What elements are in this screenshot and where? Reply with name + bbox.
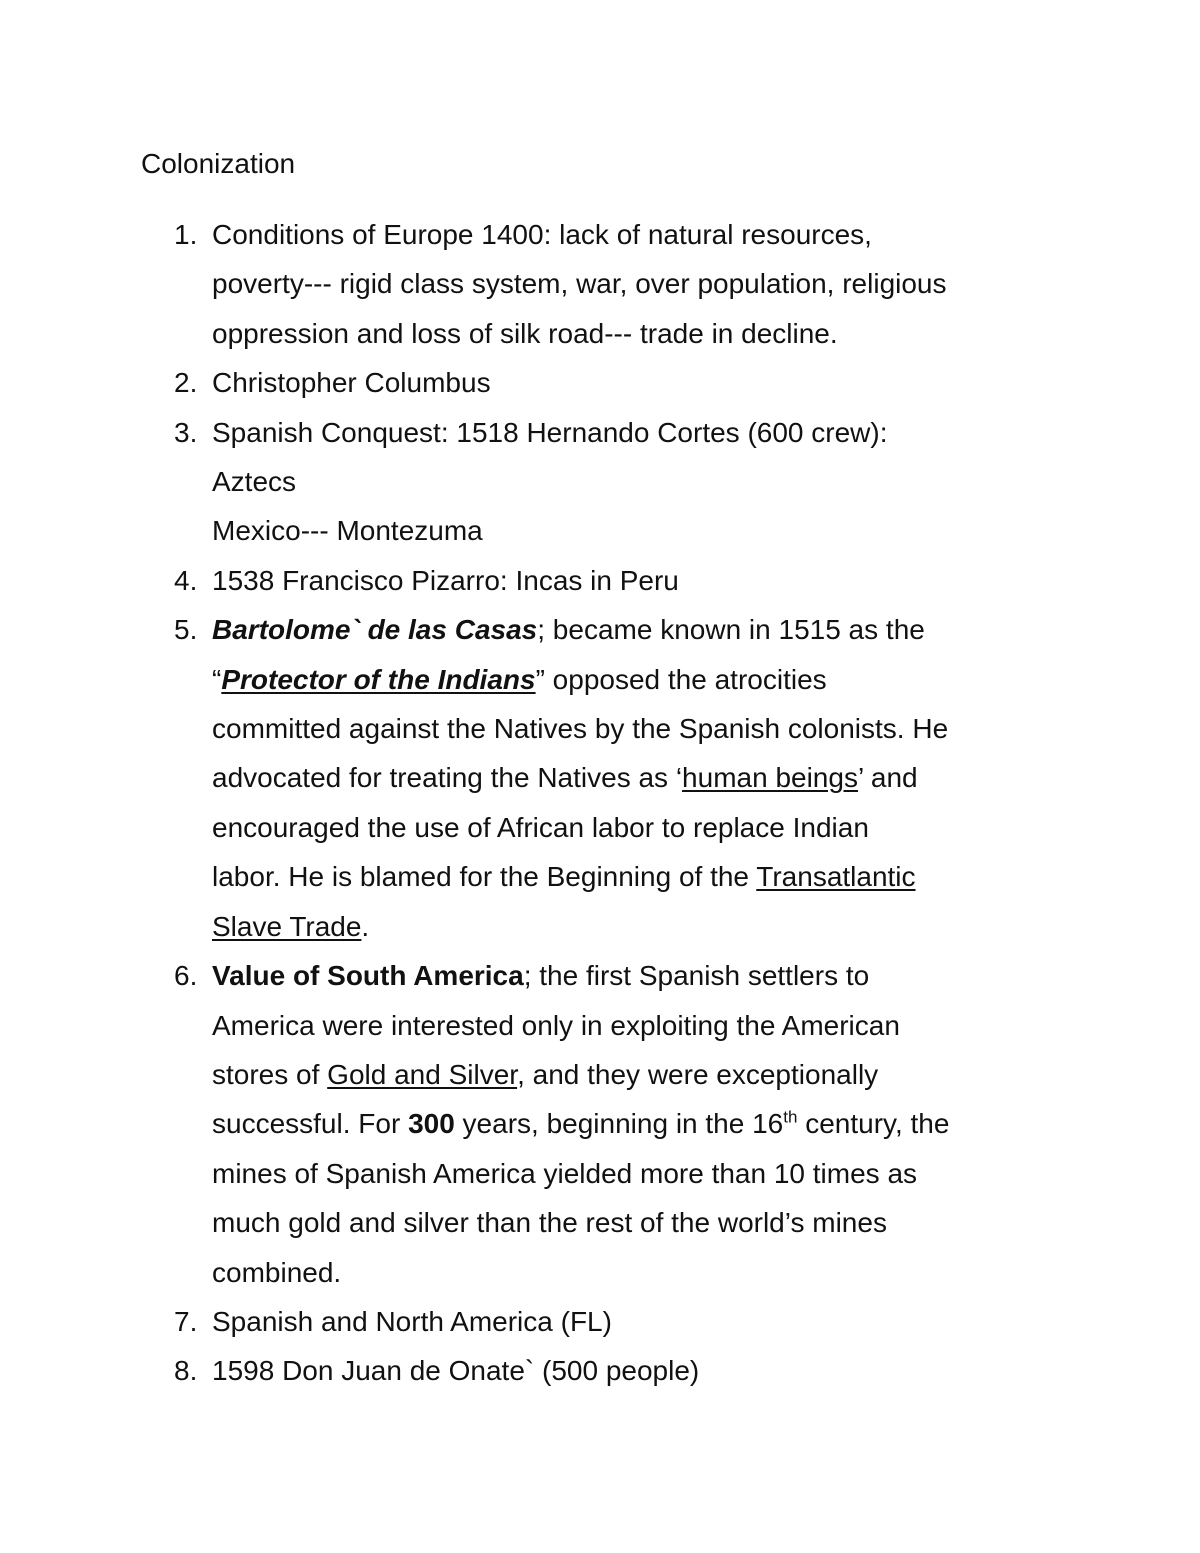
item-line: Aztecs — [212, 466, 297, 498]
document-title: Colonization — [141, 148, 296, 179]
numbered-list — [174, 210, 1082, 1396]
item-text: years, beginning in the 16 — [454, 1108, 784, 1140]
list-number: 4. — [174, 564, 198, 596]
item-line: much gold and silver than the rest of the world’s mines — [212, 1207, 887, 1239]
item-text: labor. He is blamed for the Beginning of the — [212, 861, 757, 893]
list-number: 6. — [174, 960, 198, 992]
item-line — [212, 951, 1082, 1000]
item-line: combined. — [212, 1256, 342, 1288]
item-line: Conditions of Europe 1400: lack of natural resources, — [212, 219, 872, 250]
item-line — [212, 852, 1082, 901]
item-line: America were interested only in exploiting the American — [212, 1009, 900, 1041]
item-line: 1598 Don Juan de Onate` (500 people) — [212, 1355, 700, 1387]
list-number: 5. — [174, 614, 198, 646]
underlined-term: Slave Trade — [212, 910, 362, 942]
item-line — [212, 605, 1082, 654]
item-line — [212, 753, 1082, 802]
item-text: century, the — [797, 1108, 950, 1140]
item-text: , and they were exceptionally — [517, 1058, 879, 1090]
item-heading: Value of South America — [212, 960, 524, 992]
item-heading: Bartolome` de las Casas — [212, 614, 538, 646]
item-text: ; became known in 1515 as the — [537, 614, 925, 646]
item-text: ” opposed the atrocities — [535, 663, 827, 695]
item-line: encouraged the use of African labor to replace Indian — [212, 811, 869, 843]
item-line: Mexico--- Montezuma — [212, 515, 483, 547]
underlined-term: human beings — [682, 762, 858, 794]
item-line: 1538 Francisco Pizarro: Incas in Peru — [212, 564, 679, 596]
list-item — [174, 951, 1082, 1297]
item-line: mines of Spanish America yielded more than 10 times as — [212, 1157, 918, 1189]
ordinal-superscript: th — [783, 1107, 798, 1127]
underlined-term: Transatlantic — [756, 861, 916, 893]
list-number: 7. — [174, 1305, 198, 1337]
item-line — [212, 1050, 1082, 1099]
item-line — [212, 902, 1082, 951]
item-text: successful. For — [212, 1108, 409, 1140]
item-line — [212, 1099, 1082, 1148]
list-item — [174, 605, 1082, 951]
item-line: Christopher Columbus — [212, 367, 491, 399]
item-line: committed against the Natives by the Spanish colonists. He — [212, 713, 949, 745]
list-item — [174, 1297, 1082, 1346]
list-item — [174, 408, 1082, 556]
item-text: advocated for treating the Natives as ‘ — [212, 762, 683, 794]
bold-number: 300 — [408, 1108, 455, 1140]
list-item — [174, 210, 1082, 358]
list-number: 3. — [174, 416, 198, 448]
underlined-term: Gold and Silver — [327, 1058, 518, 1090]
list-item — [174, 556, 1082, 605]
item-text: stores of — [212, 1058, 328, 1090]
list-item — [174, 358, 1082, 407]
emphasized-term: Protector of the Indians — [221, 663, 536, 695]
item-line — [212, 655, 1082, 704]
item-line: oppression and loss of silk road--- trade in decline. — [212, 317, 838, 349]
item-text: . — [361, 910, 370, 942]
list-number: 1. — [174, 219, 198, 250]
item-line: Spanish and North America (FL) — [212, 1305, 612, 1337]
item-text: “ — [212, 663, 222, 695]
item-line: poverty--- rigid class system, war, over population, religious — [212, 268, 947, 300]
item-text: ’ and — [857, 762, 918, 794]
item-text: ; the first Spanish settlers to — [523, 960, 870, 992]
list-number: 8. — [174, 1355, 198, 1387]
list-item — [174, 1346, 1082, 1395]
item-line: Spanish Conquest: 1518 Hernando Cortes (600 crew): — [212, 416, 888, 448]
list-number: 2. — [174, 367, 198, 399]
